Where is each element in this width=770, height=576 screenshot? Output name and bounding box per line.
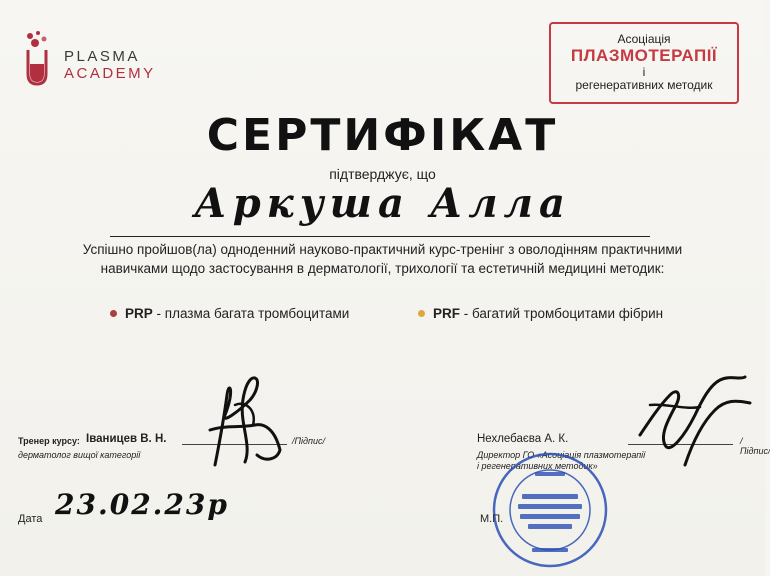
association-stamp <box>490 450 610 570</box>
course-description: Успішно пройшов(ла) одноденний науково-практичний курс-тренінг з оволодінням практичними навичками щодо застосування в дерматології, трихології та естетичній медицині методик: <box>82 242 683 276</box>
logo-line2: ACADEMY <box>64 65 156 82</box>
bullet-dot-icon <box>110 310 117 317</box>
method-prf <box>418 306 663 321</box>
association-line1: Асоціація <box>617 32 671 46</box>
certificate-title: СЕРТИФІКАТ <box>206 110 559 161</box>
recipient-name: Аркуша Алла <box>194 180 571 227</box>
association-logo-box <box>549 22 739 104</box>
method-code: PRP <box>125 306 153 321</box>
stamp-label: М.П. <box>480 513 504 525</box>
director-signature-caption: /Підпис/ <box>740 436 770 456</box>
trainer-label: Тренер курсу: <box>18 436 80 446</box>
trainer-title: дерматолог вищої категорії <box>18 450 141 460</box>
test-tube-icon <box>22 30 52 86</box>
director-signature <box>630 365 760 475</box>
method-code: PRF <box>433 306 460 321</box>
certificate-subtitle: підтверджує, що <box>329 166 436 182</box>
association-line2: ПЛАЗМОТЕРАПІЇ <box>570 46 718 65</box>
association-line3: і <box>642 65 646 79</box>
logo-line1: PLASMA <box>64 48 140 65</box>
method-text: - багатий тромбоцитами фібрин <box>460 306 664 321</box>
date-value: 23.02.23р <box>55 488 229 521</box>
method-prp <box>110 306 349 321</box>
name-underline <box>110 236 650 237</box>
plasma-academy-logo <box>22 30 182 90</box>
association-line4: регенеративних методик <box>575 78 713 92</box>
director-name: Нехлебаєва А. К. <box>477 433 569 445</box>
bullet-dot-icon <box>418 310 425 317</box>
trainer-signature <box>195 370 285 470</box>
director-title: Директор ГО «Асоціація плазмотерапії і регенеративних методик» <box>477 450 646 471</box>
date-label: Дата <box>18 513 43 525</box>
trainer-name: Іваницев В. Н. <box>86 433 167 445</box>
trainer-signature-caption: /Підпис/ <box>292 436 325 446</box>
method-text: - плазма багата тромбоцитами <box>152 306 350 321</box>
